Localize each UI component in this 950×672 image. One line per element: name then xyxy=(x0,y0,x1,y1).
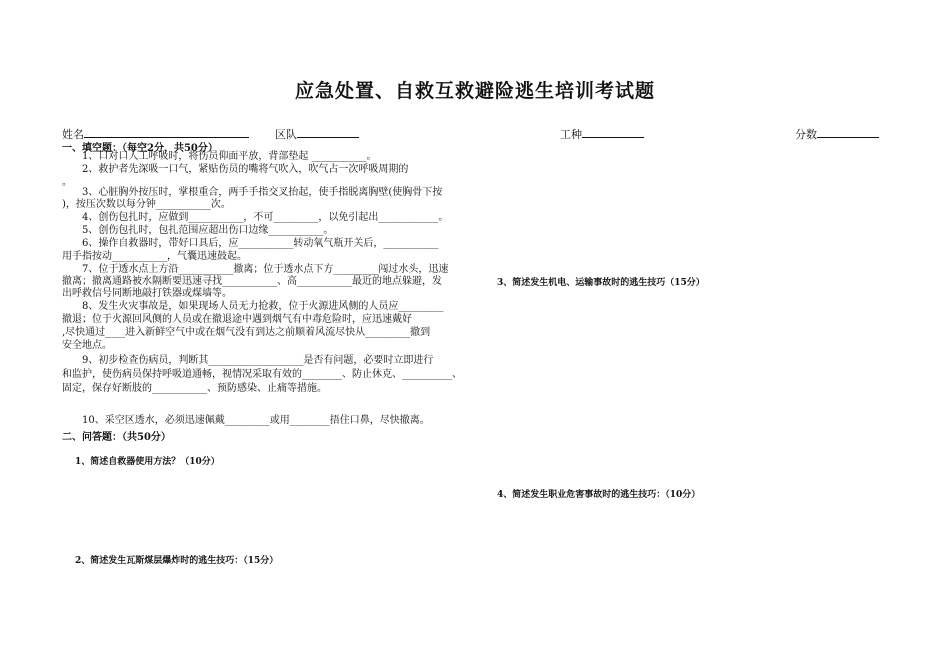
fill-line: 5、创伤包扎时，包扎范围应超出伤口边缘___________。 xyxy=(82,225,334,236)
page-title: 应急处置、自救互救避险逃生培训考试题 xyxy=(294,80,655,102)
fill-line: 3、心脏胸外按压时，掌根重合，两手手指交叉抬起，使手指脱离胸壁(使胸骨下按 xyxy=(82,187,443,198)
fill-line: 10、采空区透水，必须迅速佩戴_________或用________捂住口鼻，尽快撤离。 xyxy=(82,415,430,426)
score-label: 分数 xyxy=(795,128,817,141)
fill-line: 9、初步检查伤病员，判断其___________________是否有问题，必要时立即进行 xyxy=(82,355,434,366)
team-label: 区队 xyxy=(275,128,297,141)
fill-line: 安全地点。 xyxy=(62,340,112,351)
fill-line: 用手指按动___________，气囊迅速鼓起。 xyxy=(62,251,247,262)
fill-line: 7、位于透水点上方沿___________撤离；位于透水点下方_________闯过水头，迅速 xyxy=(82,264,449,275)
team-field[interactable] xyxy=(275,126,359,142)
fill-line: 撤离；撤离通路被水隔断要迅速寻找___________、高___________最近的地点躲避，发 xyxy=(62,276,442,287)
fill-line: 8、发生火灾事故是，如果现场人员无力抢救，位于火源进风侧的人员应_________ xyxy=(82,301,444,312)
fill-line: 1、口对口人工呼吸时，将伤员仰面平放，背部垫起 ___________。 xyxy=(82,151,377,162)
fill-line: 和监护，使伤病员保持呼吸道通畅，视情况采取有效的________、防止休克、__________、 xyxy=(62,369,462,380)
question-4: 4、简述发生职业危害事故时的逃生技巧：（10分） xyxy=(497,490,701,500)
fill-line: 固定，保存好断肢的___________、预防感染、止痛等措施。 xyxy=(62,383,327,394)
score-blank[interactable] xyxy=(817,126,879,138)
question-1: 1、简述自救器使用方法？（10分） xyxy=(75,457,220,467)
question-2: 2、简述发生瓦斯煤层爆炸时的逃生技巧：（15分） xyxy=(75,556,279,566)
score-field[interactable] xyxy=(795,126,879,142)
fill-line: 。 xyxy=(62,177,72,188)
job-label: 工种 xyxy=(560,128,582,141)
fill-line: 出呼救信号同断地敲打铁器或煤墙等。 xyxy=(62,288,232,299)
fill-line: ,尽快通过____进入新鲜空气中或在烟气没有到达之前顺着风流尽快从_________撤到 xyxy=(62,327,431,338)
section1-heading: 一、填空题：（每空2分，共50分） xyxy=(62,143,218,154)
name-label: 姓名 xyxy=(62,128,84,141)
fill-line: 2、救护者先深吸一口气，紧贴伤员的嘴将气吹入，吹气占一次呼吸周期的 xyxy=(82,164,409,175)
job-blank[interactable] xyxy=(582,126,644,138)
question-3: 3、简述发生机电、运输事故时的逃生技巧（15分） xyxy=(497,278,705,288)
fill-line: )，按压次数以每分钟___________次。 xyxy=(62,199,231,210)
job-field[interactable] xyxy=(560,126,644,142)
fill-line: 撤退；位于火源回风侧的人员或在撤退途中遇到烟气有中毒危险时，应迅速戴好 xyxy=(62,314,412,325)
section2-heading: 二、问答题：（共50分） xyxy=(62,432,171,443)
fill-line: 4、创伤包扎时，应做到___________，不可_________，以免引起出____________。 xyxy=(82,212,449,223)
team-blank[interactable] xyxy=(297,126,359,138)
name-blank[interactable] xyxy=(84,126,249,138)
fill-line: 6、操作自救器时，带好口具后，应___________转动氧气瓶开关后，___________ xyxy=(82,238,439,249)
